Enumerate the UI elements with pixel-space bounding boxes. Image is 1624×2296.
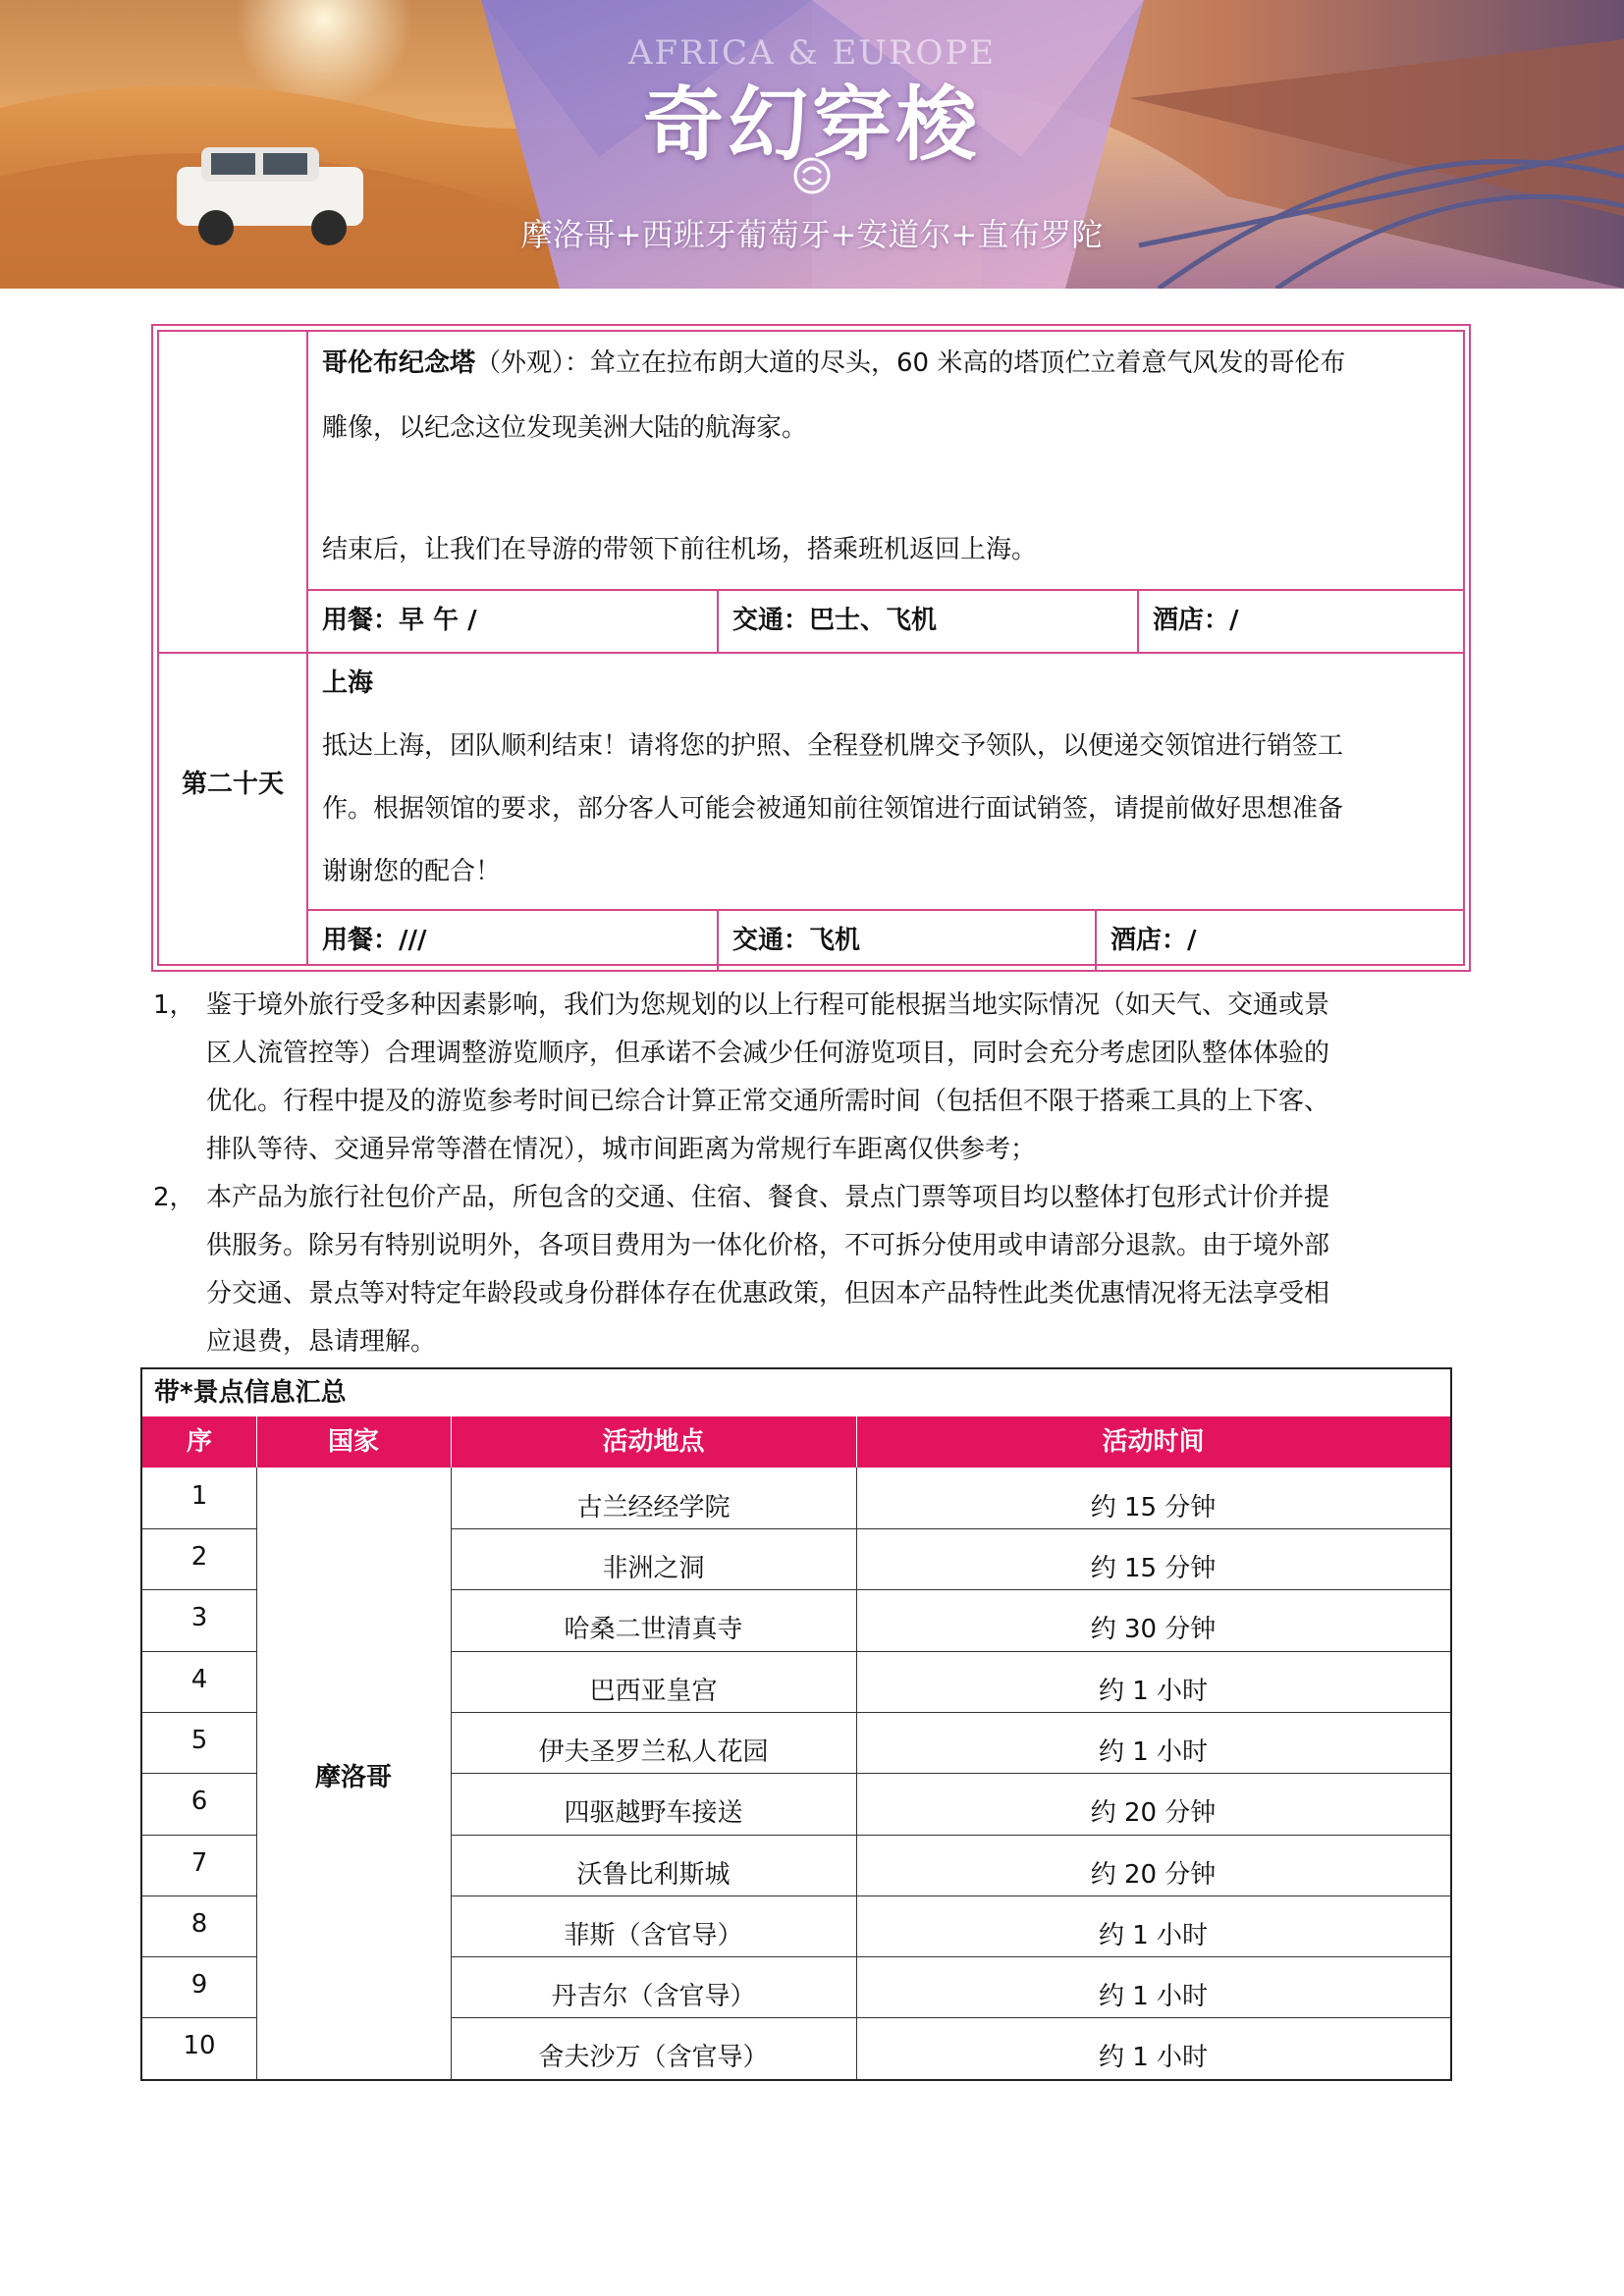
- columbus-monument-line1: 哥伦布纪念塔（外观）：耸立在拉布朗大道的尽头，60 米高的塔顶伫立着意气风发的哥伦布: [322, 348, 1346, 378]
- day20-city: 上海: [322, 668, 374, 698]
- day19-transport: 交通：巴士、飞机: [732, 606, 938, 635]
- day20-meal: 用餐：///: [322, 926, 427, 955]
- header-no: 序: [186, 1427, 212, 1457]
- columbus-monument-line2: 雕像，以纪念这位发现美洲大陆的航海家。: [322, 413, 808, 443]
- notes-list: [151, 982, 1471, 1366]
- itinerary-table: [151, 324, 1471, 972]
- banner-title: 奇幻穿梭: [642, 79, 981, 172]
- note-item: 2， 本产品为旅行社包价产品，所包含的交通、住宿、餐食、景点门票等项目均以整体打包形式计价并提 供服务。除另有特别说明外，各项目费用为一体化价格，不可拆分使用或申请部分退款。由于境外部 分交通、景点等对特定年龄段或身份群体存在优惠政策，但因本产品特性此类优惠情况将无法享受相 应退费，恳请理解。: [151, 1174, 1471, 1366]
- day20-transport: 交通：飞机: [732, 926, 861, 955]
- day20-line1: 抵达上海，团队顺利结束！请将您的护照、全程登机牌交予领队，以便递交领馆进行销签工: [322, 731, 1344, 761]
- header-duration: 活动时间: [1102, 1427, 1205, 1457]
- day19-meal: 用餐：早 午 /: [322, 606, 477, 635]
- day-column-divider: [306, 332, 308, 964]
- day20-label: 第二十天: [181, 770, 284, 799]
- attractions-title: 带*景点信息汇总: [154, 1378, 347, 1408]
- country-cell: 摩洛哥: [314, 1763, 392, 1792]
- day20-line3: 谢谢您的配合！: [322, 857, 502, 886]
- banner-subtitle: AFRICA & EUROPE: [627, 33, 997, 73]
- header-banner: [0, 0, 1624, 289]
- note-number: 1，: [153, 990, 195, 1020]
- note-number: 2，: [153, 1183, 195, 1212]
- day19-hotel: 酒店：/: [1153, 606, 1239, 635]
- day19-ending-text: 结束后，让我们在导游的带领下前往机场，搭乘班机返回上海。: [322, 535, 1038, 564]
- day20-line2: 作。根据领馆的要求，部分客人可能会被通知前往领馆进行面试销签，请提前做好思想准备: [322, 794, 1344, 824]
- note-item: 1， 鉴于境外旅行受多种因素影响，我们为您规划的以上行程可能根据当地实际情况（如天气、交通或景 区人流管控等）合理调整游览顺序，但承诺不会减少任何游览项目，同时会充分考虑团队整体体验的 优化。行程中提及的游览参考时间已综合计算正常交通所需时间（包括但不限于搭乘工具的上下客、 排队等待、交通异常等潜在情况），城市间距离为常规行车距离仅供参考；: [151, 982, 1471, 1174]
- header-country: 国家: [327, 1427, 379, 1457]
- day20-hotel: 酒店：/: [1110, 926, 1197, 955]
- header-place: 活动地点: [602, 1427, 705, 1457]
- banner-route: 摩洛哥+西班牙葡萄牙+安道尔+直布罗陀: [520, 216, 1104, 253]
- attractions-header-row: [142, 1416, 1450, 1468]
- attractions-table: 带*景点信息汇总 序 国家 活动地点 活动时间 摩洛哥 1 古兰经经学院 约 15 分钟 2 非洲之洞 约 15 分钟 3 哈桑二世清真寺 约 30 分钟 4 巴西亚皇宫 约 1 小时 5 伊夫圣罗兰私人花园 约 1 小时 6 四驱越野车接送 约 20 分钟 7 沃鲁比利斯城 约 20 分钟 8 菲斯（含官导） 约 1 小时 9 丹吉尔（含官导） 约 1 小时 10 舍夫沙万（含官导） 约 1 小时: [140, 1367, 1452, 2081]
